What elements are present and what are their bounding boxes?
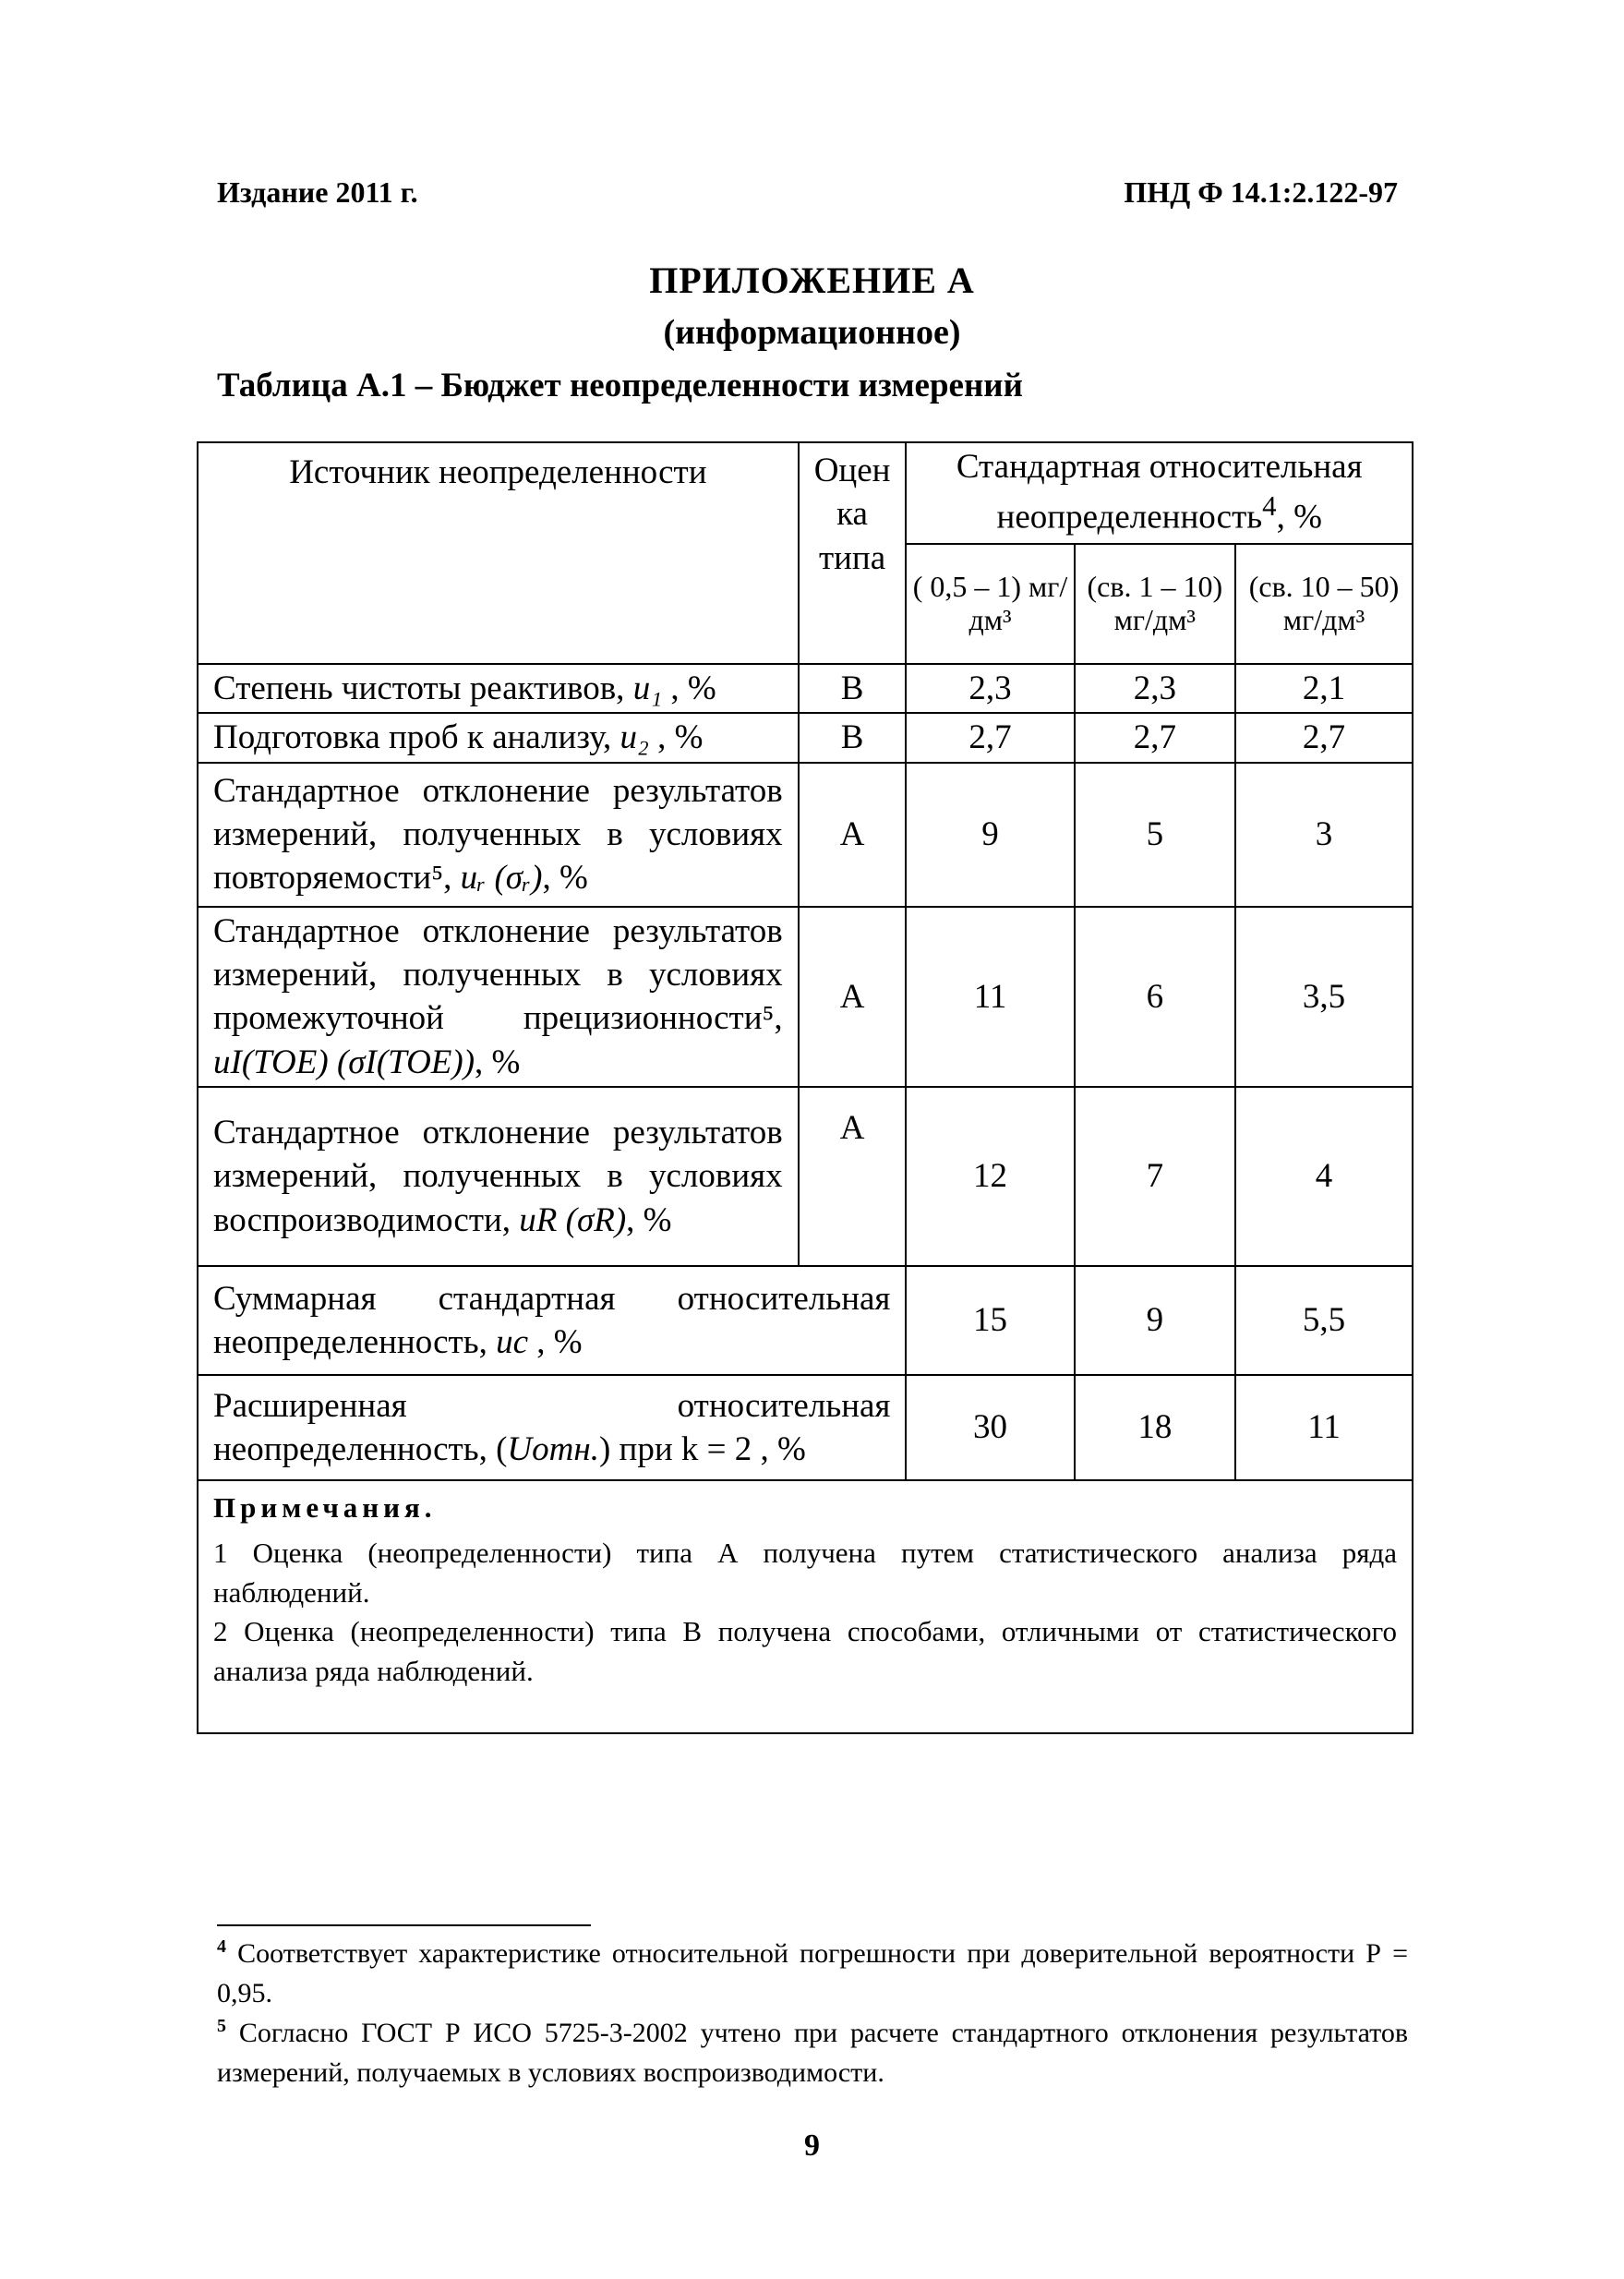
edition-label: Издание 2011 г. [217,175,418,209]
total-label: Суммарная стандартная относительная неопределенность, [213,1279,891,1362]
expanded-symbol: Uотн. [507,1430,599,1469]
header-source: Источник неопределенности [198,442,799,664]
row-source [198,1087,799,1266]
row-value: 11 [906,907,1074,1087]
row-value: 2,7 [1235,713,1413,762]
row-source [198,763,799,907]
expanded-value: 18 [1075,1375,1235,1480]
row-value: 6 [1075,907,1235,1087]
footnote-4 [217,1934,1408,2013]
expanded-source [198,1375,906,1480]
notes-title: Примечания. [213,1491,437,1525]
row-label: Стандартное отклонение результатов измерений, полученных в условиях промежуточной прецизионности⁵, [213,911,783,1038]
row-source [198,907,799,1087]
row-value: 9 [906,763,1074,907]
expanded-uncertainty-row [198,1375,1413,1480]
appendix-title: ПРИЛОЖЕНИЕ А [649,259,975,301]
row-value: 3 [1235,763,1413,907]
total-symbol: uc [496,1323,529,1362]
range-header-2: (св. 1 – 10) мг/дм³ [1075,544,1235,664]
row-unit: , % [542,859,588,898]
row-unit: , % [626,1200,672,1239]
row-unit: , % [648,718,704,757]
header-type-estimate [799,442,907,664]
row-value: 3,5 [1235,907,1413,1087]
footnote-divider [217,1924,591,1926]
row-type: В [799,664,907,713]
footnote-text: Соответствует характеристике относительной погрешности при доверительной вероятности Р = 0,95. [217,1938,1409,2008]
row-type: А [799,763,907,907]
expanded-value: 11 [1235,1375,1413,1480]
total-unit: , % [528,1323,583,1362]
footnote-number: 4 [217,1936,226,1957]
row-value: 12 [906,1087,1074,1266]
row-symbol: uR (σR) [519,1200,627,1239]
note-1: 1 Оценка (неопределенности) типа А получена путем статистического анализа ряда наблюдений. [213,1536,1397,1609]
header-uncertainty-unit: , % [1276,498,1322,537]
row-value: 2,3 [1075,664,1235,713]
table-row [198,763,1413,907]
row-value: 2,7 [1075,713,1235,762]
notes-row [198,1480,1413,1733]
appendix-subtitle: (информационное) [663,313,961,352]
row-type: А [799,907,907,1087]
row-unit: , % [475,1043,521,1081]
note-2: 2 Оценка (неопределенности) типа В получена способами, отличными от статистического анализа ряда наблюдений. [213,1615,1397,1688]
notes-cell [198,1480,1413,1733]
header-uncertainty-label: Стандартная относительная неопределенность [956,448,1363,537]
row-unit: , % [662,669,716,707]
total-uncertainty-row [198,1266,1413,1375]
table-row [198,1087,1413,1266]
row-label: Стандартное отклонение результатов измерений, полученных в условиях повторяемости⁵, [213,771,783,898]
range-header-1: ( 0,5 – 1) мг/дм³ [906,544,1074,664]
footnote-text: Согласно ГОСТ Р ИСО 5725-3-2002 учтено при расчете стандартного отклонения результатов измерений, получаемых в условиях воспроизводимости. [217,2018,1408,2088]
footnotes [217,1934,1408,2092]
row-source [198,713,799,762]
table-header-row [198,442,1413,544]
expanded-unit: ) при k = 2 , % [598,1430,806,1469]
footnote-5 [217,2013,1408,2092]
range-header-3: (св. 10 – 50) мг/дм³ [1235,544,1413,664]
row-source [198,664,799,713]
row-label: Стандартное отклонение результатов измерений, полученных в условиях воспроизводимости, [213,1114,783,1239]
page-number: 9 [804,2128,820,2163]
expanded-label: Расширенная относительная неопределенность, ( [213,1386,891,1469]
total-value: 15 [906,1266,1074,1375]
row-label: Степень чистоты реактивов, [213,669,633,707]
row-symbol: u₂ [620,718,649,757]
row-value: 2,3 [906,664,1074,713]
row-symbol: uᵣ (σᵣ) [460,859,543,898]
total-value: 9 [1075,1266,1235,1375]
header-type-label: Оцен ка типа [813,452,891,577]
row-label: Подготовка проб к анализу, [213,718,620,757]
table-caption: Таблица А.1 – Бюджет неопределенности измерений [217,367,1023,404]
row-value: 5 [1075,763,1235,907]
row-value: 4 [1235,1087,1413,1266]
row-type: А [799,1087,907,1266]
table-row [198,713,1413,762]
total-source [198,1266,906,1375]
row-value: 7 [1075,1087,1235,1266]
footnote-ref-4: 4 [1262,490,1277,523]
total-value: 5,5 [1235,1266,1413,1375]
row-type: В [799,713,907,762]
uncertainty-budget-table [197,441,1413,1734]
row-value: 2,7 [906,713,1074,762]
header-uncertainty [906,442,1413,544]
row-value: 2,1 [1235,664,1413,713]
document-code: ПНД Ф 14.1:2.122-97 [1124,175,1398,209]
row-symbol: u₁ [632,669,663,707]
row-symbol: uI(TOE) (σI(TOE)) [213,1043,475,1081]
table-row [198,907,1413,1087]
footnote-number: 5 [217,2016,226,2037]
expanded-value: 30 [906,1375,1074,1480]
table-row [198,664,1413,713]
